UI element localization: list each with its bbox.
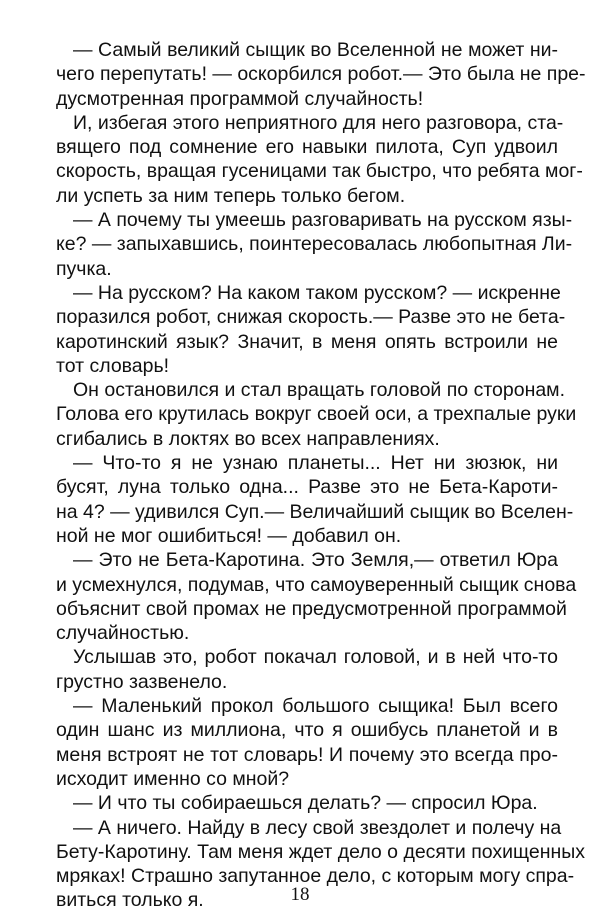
text-line: ли успеть за ним теперь только бегом. [56,184,406,207]
text-line: и усмехнулся, подумав, что самоуверенный сыщик снова [56,573,577,596]
text-line: чего перепутать! — оскорбился робот.— Это была не пре- [56,63,586,86]
text-line: скорость, вращая гусеницами так быстро, что ребята мог- [56,160,583,183]
text-line: — А почему ты умеешь разговаривать на русском язы- [73,209,573,232]
text-line: — Самый великий сыщик во Вселенной не может ни- [73,39,558,61]
text-line: тот словарь! [56,354,170,377]
text-line: Бету-Каротину. Там меня ждет дело о десяти похищенных [56,840,586,863]
text-line: — Маленький прокол большого сыщика! Был всего [73,695,558,718]
text-line: сгибались в локтях во всех направлениях. [56,427,440,450]
text-line: каротинский язык? Значит, в меня опять встроили не [56,330,558,353]
text-line: исходит именно со мной? [56,767,290,790]
text-line: случайностью. [56,622,190,645]
book-page-text [56,38,586,913]
text-line: ке? — запыхавшись, поинтересовалась любопытная Ли- [56,233,573,256]
text-line: ной не мог ошибиться! — добавил он. [56,524,402,547]
text-line: грустно зазвенело. [56,670,228,693]
text-line: Услышав это, робот покачал головой, и в ней что-то [73,646,558,669]
text-line: — Что-то я не узнаю планеты... Нет ни зюзюк, ни [73,452,558,475]
text-line: один шанс из миллиона, что я ошибусь планетой и в [56,719,558,742]
text-line: меня встроят не тот словарь! И почему это всегда про- [56,743,558,766]
text-line: Он остановился и стал вращать головой по сторонам. [73,379,566,402]
page-number: 18 [290,884,310,905]
text-line: мряках! Страшно запутанное дело, с которым могу спра- [56,865,575,888]
text-line: на 4? — удивился Суп.— Величайший сыщик во Вселен- [56,500,574,523]
text-line: — На русском? На каком таком русском? — искренне [73,281,561,304]
text-line: пучка. [56,257,112,280]
text-line: — И что ты собираешься делать? — спросил Юра. [73,792,538,815]
text-line: бусят, луна только одна... Разве это не Бета-Кароти- [56,476,558,499]
text-line: поразился робот, снижая скорость.— Разве это не бета- [56,306,566,329]
text-line: Голова его крутилась вокруг своей оси, а трехпалые руки [56,403,577,426]
text-line: объяснит свой промах не предусмотренной программой [56,597,567,620]
text-line: дусмотренная программой случайность! [56,87,424,110]
text-line: виться только я. [56,889,204,912]
text-line: — Это не Бета-Каротина. Это Земля,— ответил Юра [73,549,558,572]
text-line: И, избегая этого неприятного для него разговора, ста- [73,111,564,134]
text-line: — А ничего. Найду в лесу свой звездолет и полечу на [73,816,562,839]
text-line: вящего под сомнение его навыки пилота, Суп удвоил [56,136,558,159]
